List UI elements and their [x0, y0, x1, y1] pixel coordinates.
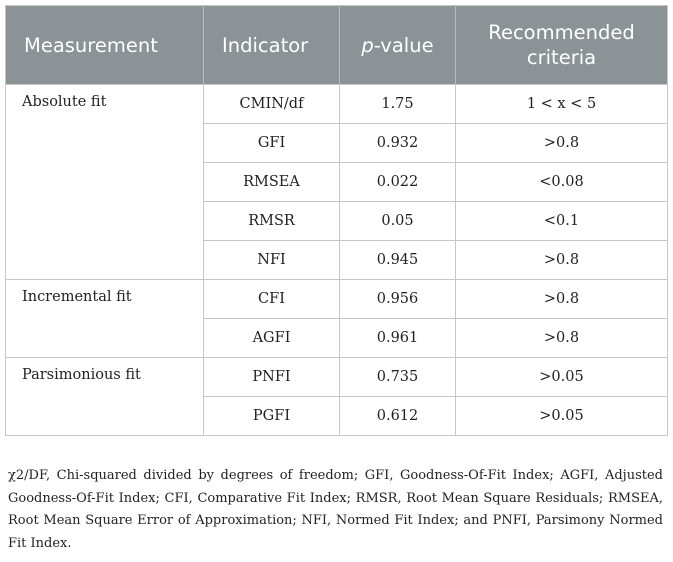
measurement-group-cell: Absolute fit [6, 85, 204, 280]
header-pvalue-italic: p [361, 33, 374, 57]
indicator-cell: PGFI [204, 397, 340, 436]
indicator-cell: RMSEA [204, 163, 340, 202]
criteria-cell: <0.08 [456, 163, 668, 202]
indicator-cell: CFI [204, 280, 340, 319]
criteria-cell: >0.8 [456, 319, 668, 358]
table-footnote: χ2/DF, Chi-squared divided by degrees of freedom; GFI, Goodness-Of-Fit Index; AGFI, Adjusted Goodness-Of-Fit Index; CFI, Comparative Fit Index; RMSR, Root Mean Square Residuals; RMSEA, Root Mean Square Error of Approximation; NFI, Normed Fit Index; and PNFI, Parsimony Normed Fit Index. [8, 468, 663, 551]
measurement-group-cell: Parsimonious fit [6, 358, 204, 436]
pvalue-cell: 0.932 [340, 124, 456, 163]
header-criteria: Recommended criteria [456, 6, 668, 85]
table-row [6, 358, 668, 397]
criteria-cell: >0.8 [456, 280, 668, 319]
pvalue-cell: 0.945 [340, 241, 456, 280]
table-header [6, 6, 668, 85]
indicator-cell: RMSR [204, 202, 340, 241]
pvalue-cell: 0.612 [340, 397, 456, 436]
measurement-group-cell: Incremental fit [6, 280, 204, 358]
table-body [6, 85, 668, 436]
header-measurement: Measurement [6, 6, 204, 85]
indicator-cell: GFI [204, 124, 340, 163]
criteria-cell: >0.8 [456, 241, 668, 280]
indicator-cell: NFI [204, 241, 340, 280]
criteria-cell: 1 < x < 5 [456, 85, 668, 124]
pvalue-cell: 0.956 [340, 280, 456, 319]
pvalue-cell: 0.735 [340, 358, 456, 397]
header-pvalue-rest: -value [373, 33, 434, 57]
pvalue-cell: 1.75 [340, 85, 456, 124]
header-pvalue [340, 6, 456, 85]
criteria-cell: <0.1 [456, 202, 668, 241]
pvalue-cell: 0.022 [340, 163, 456, 202]
header-row [6, 6, 668, 85]
indicator-cell: CMIN/df [204, 85, 340, 124]
header-indicator: Indicator [204, 6, 340, 85]
pvalue-cell: 0.961 [340, 319, 456, 358]
pvalue-cell: 0.05 [340, 202, 456, 241]
fit-indices-table [5, 5, 668, 436]
fit-indices-table-wrapper [5, 5, 667, 436]
indicator-cell: AGFI [204, 319, 340, 358]
indicator-cell: PNFI [204, 358, 340, 397]
table-row [6, 85, 668, 124]
criteria-cell: >0.8 [456, 124, 668, 163]
criteria-cell: >0.05 [456, 397, 668, 436]
criteria-cell: >0.05 [456, 358, 668, 397]
table-row [6, 280, 668, 319]
